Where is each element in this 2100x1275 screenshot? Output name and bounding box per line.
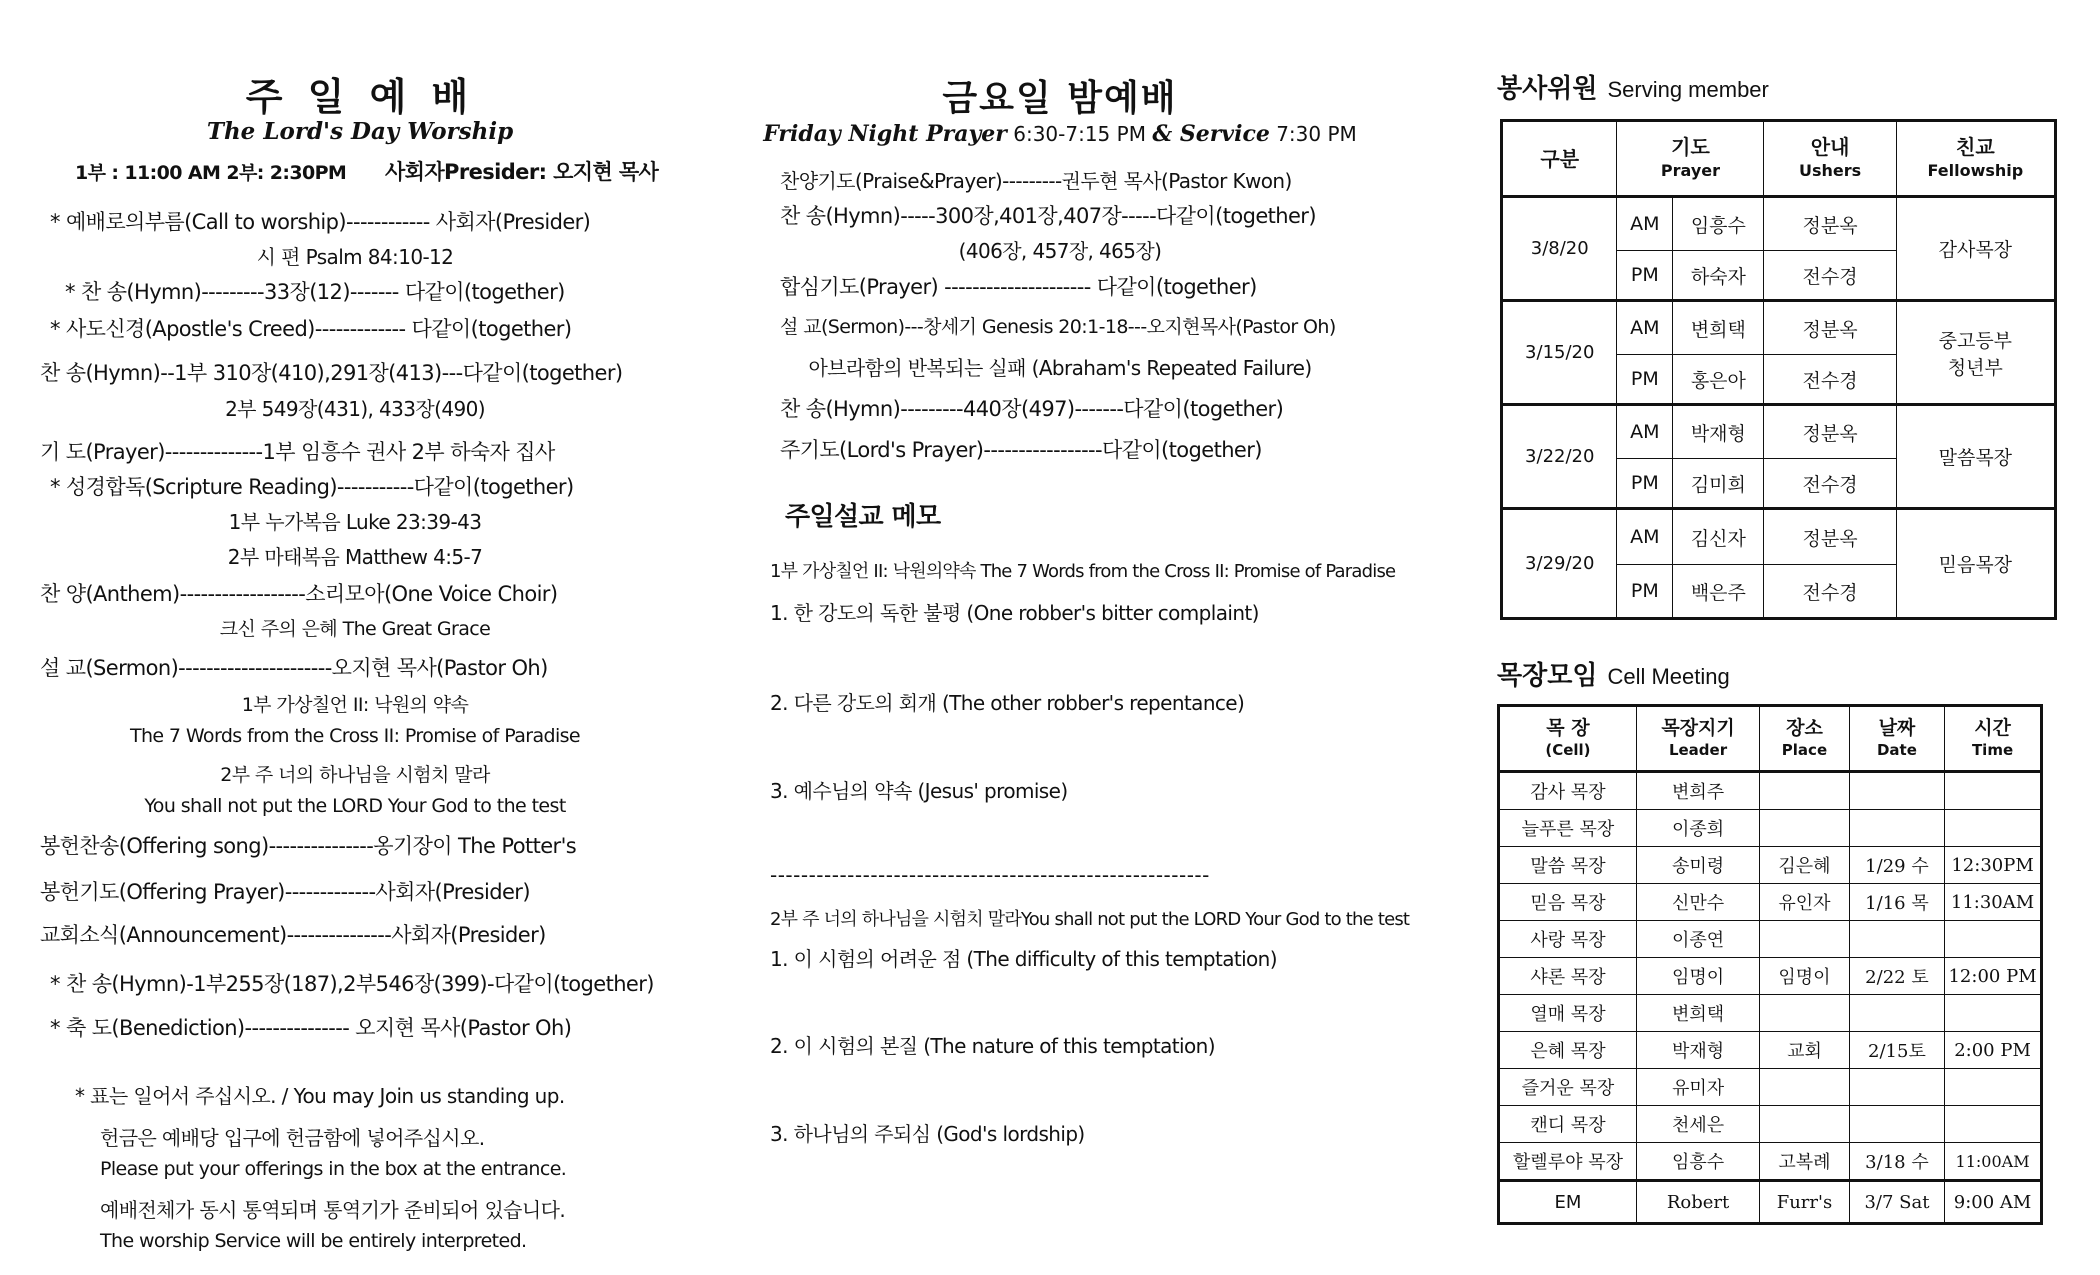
friday-praise-prayer: 찬양기도(Praise&Prayer)---------권두현 목사(Pastor Kwon)	[780, 169, 1292, 193]
cell-date	[1849, 772, 1944, 810]
cell-place	[1760, 772, 1850, 810]
order-benediction: * 축 도(Benediction)--------------- 오지현 목사(Pastor Oh)	[50, 1016, 572, 1040]
serving-pm-label: PM	[1617, 459, 1673, 509]
order-prayer: 기 도(Prayer)--------------1부 임흥수 권사 2부 하숙자 집사	[40, 440, 555, 464]
cell-header-place	[1760, 706, 1850, 772]
cell-name: EM	[1499, 1181, 1637, 1224]
cell-place: Furr's	[1760, 1181, 1850, 1224]
order-scripture-1: 1부 누가복음 Luke 23:39-43	[228, 510, 482, 534]
serving-date: 3/15/20	[1502, 301, 1617, 405]
memo-second-point-3: 3. 하나님의 주되심 (God's lordship)	[770, 1122, 1085, 1146]
table-row	[1499, 847, 2042, 884]
friday-hymn-2: 찬 송(Hymn)---------440장(497)-------다같이(together)	[780, 397, 1284, 421]
table-row	[1502, 405, 2056, 459]
serving-am-label: AM	[1617, 405, 1673, 459]
sermon-title-2-ko: 2부 주 너의 하나님을 시험치 말라	[220, 764, 490, 786]
cell-header-cell-ko: 목 장	[1546, 716, 1590, 739]
table-row	[1499, 1032, 2042, 1069]
serving-pm-usher: 전수경	[1764, 251, 1896, 301]
friday-service-time: 7:30 PM	[1276, 122, 1357, 146]
sunday-time-line: 1부 : 11:00 AM 2부: 2:30PM	[75, 162, 347, 184]
cell-heading	[1497, 655, 1730, 692]
serving-date: 3/8/20	[1502, 197, 1617, 301]
cell-name: 즐거운 목장	[1499, 1069, 1637, 1106]
cell-meeting-table	[1497, 704, 2043, 1225]
cell-header-time	[1945, 706, 2042, 772]
cell-heading-ko: 목장모임	[1497, 661, 1598, 691]
serving-heading	[1497, 68, 1769, 105]
order-anthem: 찬 양(Anthem)------------------소리모아(One Voice Choir)	[40, 582, 558, 606]
memo-first-point-1: 1. 한 강도의 독한 불평 (One robber's bitter complaint)	[770, 601, 1259, 625]
order-sermon: 설 교(Sermon)----------------------오지현 목사(Pastor Oh)	[40, 656, 548, 680]
cell-leader: 임흥수	[1636, 1143, 1759, 1181]
cell-place: 임명이	[1760, 958, 1850, 995]
cell-date: 2/15토	[1849, 1032, 1944, 1069]
cell-place: 고복례	[1760, 1143, 1850, 1181]
cell-leader: 신만수	[1636, 884, 1759, 921]
table-row	[1499, 1143, 2042, 1181]
cell-place	[1760, 995, 1850, 1032]
cell-header-date-en: Date	[1876, 740, 1917, 759]
table-row	[1499, 1181, 2042, 1224]
table-row	[1499, 995, 2042, 1032]
cell-date	[1849, 921, 1944, 958]
serving-pm-prayer: 백은주	[1673, 565, 1764, 619]
table-row	[1499, 921, 2042, 958]
cell-name: 늘푸른 목장	[1499, 810, 1637, 847]
cell-time	[1945, 995, 2042, 1032]
table-row	[1499, 1069, 2042, 1106]
cell-date: 2/22 토	[1849, 958, 1944, 995]
cell-date	[1849, 995, 1944, 1032]
table-row	[1499, 810, 2042, 847]
cell-time: 9:00 AM	[1945, 1181, 2042, 1224]
cell-header-cell-en: (Cell)	[1545, 740, 1591, 759]
memo-second-point-1: 1. 이 시험의 어려운 점 (The difficulty of this temptation)	[770, 947, 1277, 971]
serving-am-usher: 정분옥	[1764, 405, 1896, 459]
serving-heading-en: Serving member	[1607, 77, 1769, 102]
cell-header-leader	[1636, 706, 1759, 772]
cell-header-cell	[1499, 706, 1637, 772]
cell-time	[1945, 1069, 2042, 1106]
serving-am-label: AM	[1617, 509, 1673, 565]
serving-am-label: AM	[1617, 197, 1673, 251]
friday-subtitle-service: & Service	[1152, 121, 1270, 147]
memo-heading: 주일설교 메모	[785, 502, 941, 532]
order-hymn-2: 찬 송(Hymn)--1부 310장(410),291장(413)---다같이(together)	[40, 361, 623, 385]
cell-leader: 유미자	[1636, 1069, 1759, 1106]
friday-hymn-1-alt: (406장, 457장, 465장)	[958, 239, 1162, 263]
serving-am-prayer: 박재형	[1673, 405, 1764, 459]
cell-header-place-ko: 장소	[1786, 716, 1823, 739]
cell-header-time-ko: 시간	[1974, 716, 2011, 739]
order-announcement: 교회소식(Announcement)---------------사회자(Presider)	[40, 923, 546, 947]
cell-time: 12:30PM	[1945, 847, 2042, 884]
cell-leader: Robert	[1636, 1181, 1759, 1224]
friday-subtitle-prayer: Friday Night Prayer	[763, 121, 1007, 147]
cell-header-date	[1849, 706, 1944, 772]
friday-prayer: 합심기도(Prayer) --------------------- 다같이(together)	[780, 275, 1257, 299]
cell-leader: 변희주	[1636, 772, 1759, 810]
memo-first-point-3: 3. 예수님의 약속 (Jesus' promise)	[770, 779, 1068, 803]
cell-date: 3/7 Sat	[1849, 1181, 1944, 1224]
serving-heading-ko: 봉사위원	[1497, 74, 1598, 104]
serving-pm-usher: 전수경	[1764, 565, 1896, 619]
note-standing: * 표는 일어서 주십시오. / You may Join us standing up.	[75, 1084, 565, 1108]
cell-time: 11:30AM	[1945, 884, 2042, 921]
cell-name: 사랑 목장	[1499, 921, 1637, 958]
serving-date: 3/29/20	[1502, 509, 1617, 619]
note-interpretation-ko: 예배전체가 동시 통역되며 통역기가 준비되어 있습니다.	[100, 1198, 566, 1222]
friday-prayer-time: 6:30-7:15 PM	[1013, 122, 1146, 146]
serving-header-fellowship-ko: 친교	[1956, 134, 1995, 159]
cell-header-leader-en: Leader	[1668, 740, 1728, 759]
serving-header-ushers-ko: 안내	[1810, 134, 1850, 159]
memo-divider: ---------------------------------------------------------	[770, 863, 1210, 887]
memo-second-point-2: 2. 이 시험의 본질 (The nature of this temptation)	[770, 1034, 1215, 1058]
serving-pm-label: PM	[1617, 251, 1673, 301]
cell-place	[1760, 921, 1850, 958]
serving-header-fellowship-en: Fellowship	[1927, 160, 2024, 180]
cell-place: 교회	[1760, 1032, 1850, 1069]
table-row	[1499, 884, 2042, 921]
cell-leader: 변희택	[1636, 995, 1759, 1032]
serving-fellowship: 감사목장	[1896, 197, 2055, 301]
sermon-title-1-en: The 7 Words from the Cross II: Promise of Paradise	[129, 725, 581, 747]
order-offering-song: 봉헌찬송(Offering song)---------------옹기장이 The Potter's	[40, 834, 577, 858]
cell-header-time-en: Time	[1971, 740, 2014, 759]
table-row	[1499, 1106, 2042, 1143]
cell-name: 감사 목장	[1499, 772, 1637, 810]
sermon-title-2-en: You shall not put the LORD Your God to the test	[144, 795, 566, 817]
cell-time: 2:00 PM	[1945, 1032, 2042, 1069]
serving-pm-prayer: 김미희	[1673, 459, 1764, 509]
friday-sermon: 설 교(Sermon)---창세기 Genesis 20:1-18---오지현목사(Pastor Oh)	[780, 316, 1336, 338]
cell-time: 12:00 PM	[1945, 958, 2042, 995]
cell-name: 캔디 목장	[1499, 1106, 1637, 1143]
serving-fellowship: 말씀목장	[1896, 405, 2055, 509]
cell-name: 샤론 목장	[1499, 958, 1637, 995]
cell-time: 11:00AM	[1945, 1143, 2042, 1181]
table-row	[1502, 301, 2056, 355]
note-offering-en: Please put your offerings in the box at the entrance.	[100, 1158, 567, 1180]
cell-name: 할렐루야 목장	[1499, 1143, 1637, 1181]
order-apostles-creed: * 사도신경(Apostle's Creed)------------- 다같이(together)	[50, 317, 572, 341]
cell-date: 1/29 수	[1849, 847, 1944, 884]
order-offering-prayer: 봉헌기도(Offering Prayer)-------------사회자(Presider)	[40, 880, 530, 904]
friday-title: 금요일 밤예배	[942, 78, 1178, 119]
serving-pm-label: PM	[1617, 565, 1673, 619]
cell-place: 유인자	[1760, 884, 1850, 921]
sunday-title: 주 일 예 배	[245, 75, 475, 119]
serving-header-prayer-ko: 기도	[1671, 134, 1710, 159]
serving-pm-usher: 전수경	[1764, 355, 1896, 405]
cell-name: 말씀 목장	[1499, 847, 1637, 884]
serving-am-prayer: 임흥수	[1673, 197, 1764, 251]
cell-leader: 송미령	[1636, 847, 1759, 884]
cell-date	[1849, 810, 1944, 847]
cell-place	[1760, 810, 1850, 847]
friday-hymn-1: 찬 송(Hymn)-----300장,401장,407장-----다같이(together)	[780, 204, 1316, 228]
cell-date	[1849, 1106, 1944, 1143]
serving-fellowship: 중고등부 청년부	[1896, 301, 2055, 405]
memo-first-point-2: 2. 다른 강도의 회개 (The other robber's repentance)	[770, 691, 1245, 715]
sermon-title-1-ko: 1부 가상칠언 II: 낙원의 약속	[241, 694, 469, 716]
cell-header-place-en: Place	[1781, 740, 1828, 759]
serving-am-usher: 정분옥	[1764, 301, 1896, 355]
serving-pm-usher: 전수경	[1764, 459, 1896, 509]
friday-sermon-title: 아브라함의 반복되는 실패 (Abraham's Repeated Failure)	[808, 356, 1312, 380]
serving-am-usher: 정분옥	[1764, 197, 1896, 251]
serving-header-prayer-en: Prayer	[1660, 160, 1721, 180]
serving-am-prayer: 김신자	[1673, 509, 1764, 565]
order-anthem-title: 크신 주의 은혜 The Great Grace	[219, 618, 491, 640]
serving-header-row	[1502, 121, 2056, 197]
serving-header-ushers	[1764, 121, 1896, 197]
note-interpretation-en: The worship Service will be entirely interpreted.	[100, 1230, 527, 1252]
cell-place	[1760, 1106, 1850, 1143]
table-row	[1502, 197, 2056, 251]
table-row	[1499, 772, 2042, 810]
cell-time	[1945, 1106, 2042, 1143]
cell-time	[1945, 810, 2042, 847]
note-offering-ko: 헌금은 예배당 입구에 헌금함에 넣어주십시오.	[100, 1126, 485, 1150]
cell-date: 1/16 목	[1849, 884, 1944, 921]
cell-leader: 천세은	[1636, 1106, 1759, 1143]
cell-date	[1849, 1069, 1944, 1106]
cell-leader: 이종희	[1636, 810, 1759, 847]
serving-date: 3/22/20	[1502, 405, 1617, 509]
memo-first-title: 1부 가상칠언 II: 낙원의약속 The 7 Words from the Cross II: Promise of Paradise	[770, 561, 1396, 582]
cell-place: 김은혜	[1760, 847, 1850, 884]
order-scripture-reading: * 성경합독(Scripture Reading)-----------다같이(together)	[50, 475, 574, 499]
cell-time	[1945, 772, 2042, 810]
serving-header-prayer	[1617, 121, 1764, 197]
cell-name: 믿음 목장	[1499, 884, 1637, 921]
serving-pm-prayer: 하숙자	[1673, 251, 1764, 301]
cell-place	[1760, 1069, 1850, 1106]
memo-second-title: 2부 주 너의 하나님을 시험치 말라You shall not put the LORD Your God to the test	[770, 909, 1410, 930]
friday-subtitle	[760, 121, 1360, 147]
cell-date: 3/18 수	[1849, 1143, 1944, 1181]
cell-header-row	[1499, 706, 2042, 772]
serving-table	[1500, 119, 2057, 620]
cell-leader: 이종연	[1636, 921, 1759, 958]
cell-leader: 임명이	[1636, 958, 1759, 995]
serving-pm-prayer: 홍은아	[1673, 355, 1764, 405]
table-row	[1499, 958, 2042, 995]
serving-header-group: 구분	[1502, 121, 1617, 197]
order-psalm: 시 편 Psalm 84:10-12	[256, 245, 454, 269]
cell-header-leader-ko: 목장지기	[1661, 716, 1735, 739]
cell-heading-en: Cell Meeting	[1607, 664, 1730, 689]
order-call-to-worship: * 예배로의부름(Call to worship)------------ 사회자(Presider)	[50, 210, 591, 234]
order-hymn-1: * 찬 송(Hymn)---------33장(12)------- 다같이(together)	[65, 280, 565, 304]
serving-header-ushers-en: Ushers	[1798, 160, 1862, 180]
cell-name: 열매 목장	[1499, 995, 1637, 1032]
cell-header-date-ko: 날짜	[1878, 716, 1916, 739]
cell-leader: 박재형	[1636, 1032, 1759, 1069]
order-hymn-3: * 찬 송(Hymn)-1부255장(187),2부546장(399)-다같이(together)	[50, 972, 654, 996]
serving-header-fellowship	[1896, 121, 2055, 197]
table-row	[1502, 509, 2056, 565]
serving-am-prayer: 변희택	[1673, 301, 1764, 355]
serving-pm-label: PM	[1617, 355, 1673, 405]
serving-fellowship: 믿음목장	[1896, 509, 2055, 619]
serving-am-usher: 정분옥	[1764, 509, 1896, 565]
cell-time	[1945, 921, 2042, 958]
order-scripture-2: 2부 마태복음 Matthew 4:5-7	[227, 545, 483, 569]
serving-am-label: AM	[1617, 301, 1673, 355]
sunday-subtitle: The Lord's Day Worship	[206, 118, 514, 145]
cell-name: 은혜 목장	[1499, 1032, 1637, 1069]
sunday-presider-line: 사회자Presider: 오지현 목사	[385, 160, 659, 184]
friday-lords-prayer: 주기도(Lord's Prayer)-----------------다같이(together)	[780, 438, 1262, 462]
order-hymn-2-second: 2부 549장(431), 433장(490)	[225, 397, 485, 421]
